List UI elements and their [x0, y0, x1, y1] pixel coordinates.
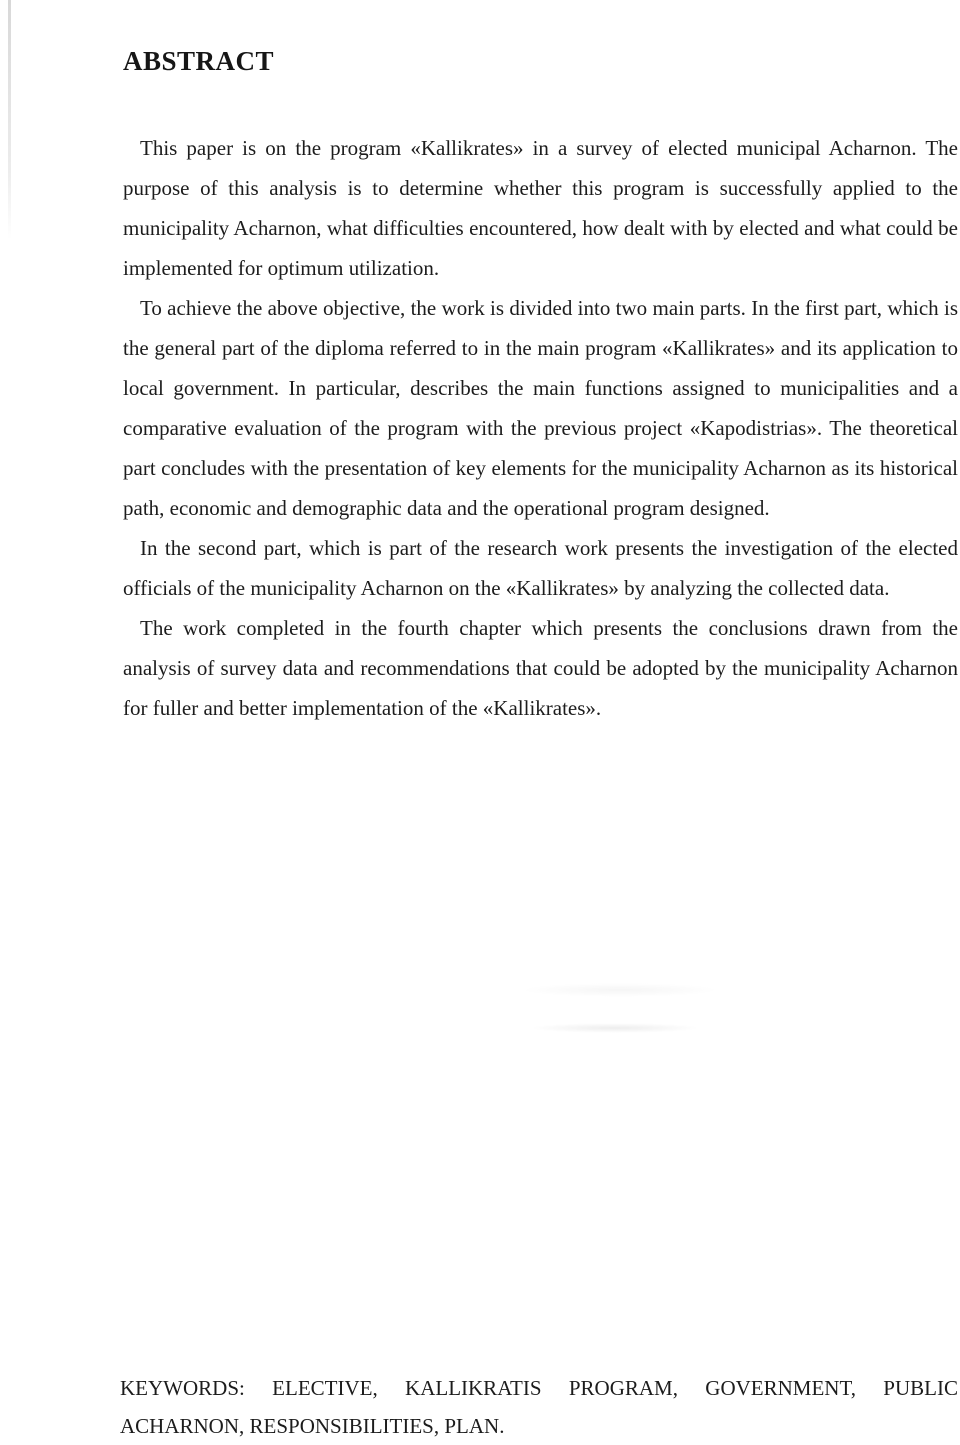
scan-smudge — [500, 975, 730, 1055]
abstract-paragraph-2: To achieve the above objective, the work is divided into two main parts. In the first part, which is the general part of the diploma referred to in the main program «Kallikrates» and its application to local government. In particular, describes the main functions assigned to municipalities and a comparative evaluation of the program with the previous project «Kapodistrias». The theoretical part concludes with the presentation of key elements for the municipality Acharnon as its historical path, economic and demographic data and the operational program designed. — [123, 296, 958, 520]
abstract-heading: ABSTRACT — [123, 46, 275, 76]
abstract-paragraph-4: The work completed in the fourth chapter which presents the conclusions drawn from the analysis of survey data and recommendations that could be adopted by the municipality Acharnon for fuller and better implementation of the «Kallikrates». — [123, 616, 958, 720]
abstract-paragraph-1: This paper is on the program «Kallikrates» in a survey of elected municipal Acharnon. The purpose of this analysis is to determine whether this program is successfully applied to the municipality Acharnon, what difficulties encountered, how dealt with by elected and what could be implemented for optimum utilization. — [123, 136, 958, 280]
abstract-body — [123, 128, 958, 728]
scan-smudge-lower — [530, 1023, 700, 1033]
keywords-line: KEYWORDS: ELECTIVE, KALLIKRATIS PROGRAM, GOVERNMENT, PUBLIC ACHARNON, RESPONSIBILITIES, PLAN. — [120, 1376, 958, 1438]
scan-edge-mark — [8, 0, 11, 240]
abstract-paragraph-3: In the second part, which is part of the research work presents the investigation of the elected officials of the municipality Acharnon on the «Kallikrates» by analyzing the collected data. — [123, 536, 958, 600]
scan-smudge-upper — [520, 983, 720, 997]
